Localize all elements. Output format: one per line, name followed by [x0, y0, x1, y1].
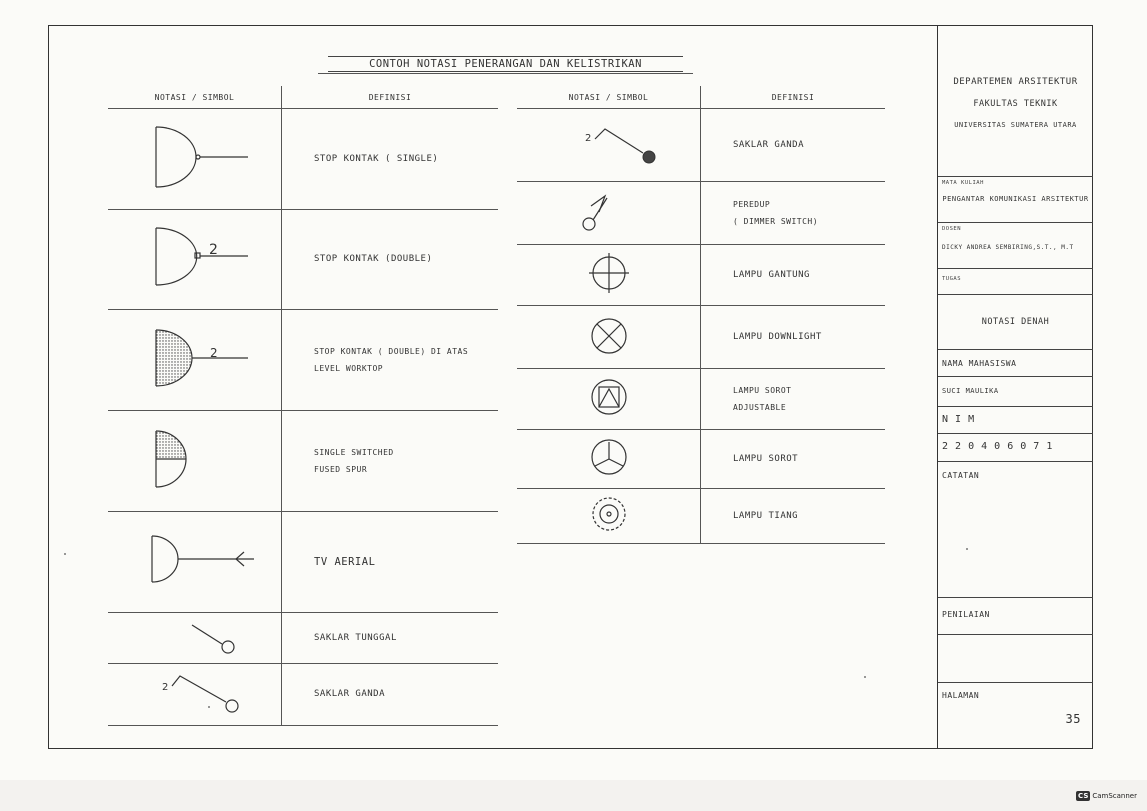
table-row — [108, 109, 498, 210]
table-header-row — [517, 86, 885, 109]
institution-block — [938, 25, 1093, 177]
symbol-label-2: 2 — [585, 133, 592, 144]
definition-text: SAKLAR TUNGGAL — [282, 613, 499, 664]
definition-text: LAMPU TIANG — [701, 489, 886, 544]
definition-text: LAMPU SOROT ADJUSTABLE — [701, 369, 886, 430]
title-underline — [318, 73, 693, 74]
header-definition: DEFINISI — [701, 86, 886, 109]
lampu-tiang-icon — [517, 489, 701, 544]
grade-value — [938, 635, 1093, 683]
stop-kontak-single-icon — [108, 109, 282, 210]
saklar-ganda-icon — [108, 664, 282, 726]
table-row — [108, 613, 498, 664]
symbol-label-2: 2 — [209, 242, 218, 258]
lecturer-cell — [938, 223, 1093, 269]
lampu-sorot-icon — [517, 430, 701, 489]
header-definition: DEFINISI — [282, 86, 499, 109]
peredup-icon — [517, 182, 701, 245]
assignment-name: NOTASI DENAH — [938, 295, 1093, 350]
saklar-ganda-icon — [517, 109, 701, 182]
definition-text: SAKLAR GANDA — [282, 664, 499, 726]
lecturer-name: DICKY ANDREA SEMBIRING,S.T., M.T — [942, 244, 1074, 251]
lampu-gantung-icon — [517, 245, 701, 306]
definition-text: LAMPU SOROT — [701, 430, 886, 489]
page-number: 35 — [1065, 712, 1081, 726]
stop-kontak-worktop-icon — [108, 310, 282, 411]
sheet-title: CONTOH NOTASI PENERANGAN DAN KELISTRIKAN — [328, 56, 683, 72]
definition-text: STOP KONTAK ( SINGLE) — [282, 109, 499, 210]
nim-value: 2 2 0 4 0 6 0 7 1 — [938, 434, 1093, 462]
table-row — [517, 489, 885, 544]
table-header-row — [108, 86, 498, 109]
definition-text: PEREDUP ( DIMMER SWITCH) — [701, 182, 886, 245]
definition-text: LAMPU DOWNLIGHT — [701, 306, 886, 369]
definition-text: STOP KONTAK (DOUBLE) — [282, 210, 499, 310]
definition-text: SAKLAR GANDA — [701, 109, 886, 182]
course-name: PENGANTAR KOMUNIKASI ARSITEKTUR — [942, 195, 1089, 203]
saklar-tunggal-icon — [108, 613, 282, 664]
table-row — [108, 310, 498, 411]
header-symbol: NOTASI / SIMBOL — [517, 86, 701, 109]
table-row — [517, 430, 885, 489]
course-label: MATA KULIAH — [942, 180, 984, 186]
stop-kontak-double-icon — [108, 210, 282, 310]
faculty: FAKULTAS TEKNIK — [973, 99, 1058, 109]
table-row — [108, 664, 498, 726]
table-row — [108, 411, 498, 512]
definition-text: LAMPU GANTUNG — [701, 245, 886, 306]
symbol-label-2: 2 — [162, 682, 169, 693]
table-row — [517, 109, 885, 182]
title-block — [937, 25, 1093, 749]
definition-text: TV AERIAL — [282, 512, 499, 613]
speck — [208, 706, 210, 708]
page-cell — [938, 683, 1093, 749]
definition-text: SINGLE SWITCHED FUSED SPUR — [282, 411, 499, 512]
header-symbol: NOTASI / SIMBOL — [108, 86, 282, 109]
student-label: NAMA MAHASISWA — [938, 350, 1093, 377]
right-notation-table — [517, 86, 885, 544]
table-row — [108, 210, 498, 310]
table-row — [108, 512, 498, 613]
single-switched-icon — [108, 411, 282, 512]
speck — [864, 676, 866, 678]
lecturer-label: DOSEN — [942, 226, 962, 232]
page-label: HALAMAN — [942, 691, 980, 700]
camscanner-logo-icon: CS — [1078, 792, 1089, 800]
assignment-label-cell — [938, 269, 1093, 295]
notes-label: CATATAN — [938, 462, 1093, 598]
course-cell — [938, 177, 1093, 223]
department: DEPARTEMEN ARSITEKTUR — [953, 77, 1078, 87]
assignment-label: TUGAS — [942, 276, 962, 282]
nim-label: N I M — [938, 407, 1093, 434]
tv-aerial-icon — [108, 512, 282, 613]
definition-text: STOP KONTAK ( DOUBLE) DI ATAS LEVEL WORKTOP — [282, 310, 499, 411]
speck — [966, 548, 968, 550]
grade-label: PENILAIAN — [938, 598, 1093, 635]
table-row — [517, 369, 885, 430]
left-notation-table — [108, 86, 498, 726]
university: UNIVERSITAS SUMATERA UTARA — [954, 121, 1077, 129]
table-row — [517, 306, 885, 369]
student-name: SUCI MAULIKA — [938, 377, 1093, 407]
lampu-sorot-adjustable-icon — [517, 369, 701, 430]
lampu-downlight-icon — [517, 306, 701, 369]
table-row — [517, 182, 885, 245]
camscanner-watermark — [1076, 791, 1137, 801]
camscanner-text: CamScanner — [1092, 792, 1137, 800]
table-row — [517, 245, 885, 306]
speck — [64, 553, 66, 555]
symbol-label-2: 2 — [210, 346, 218, 360]
